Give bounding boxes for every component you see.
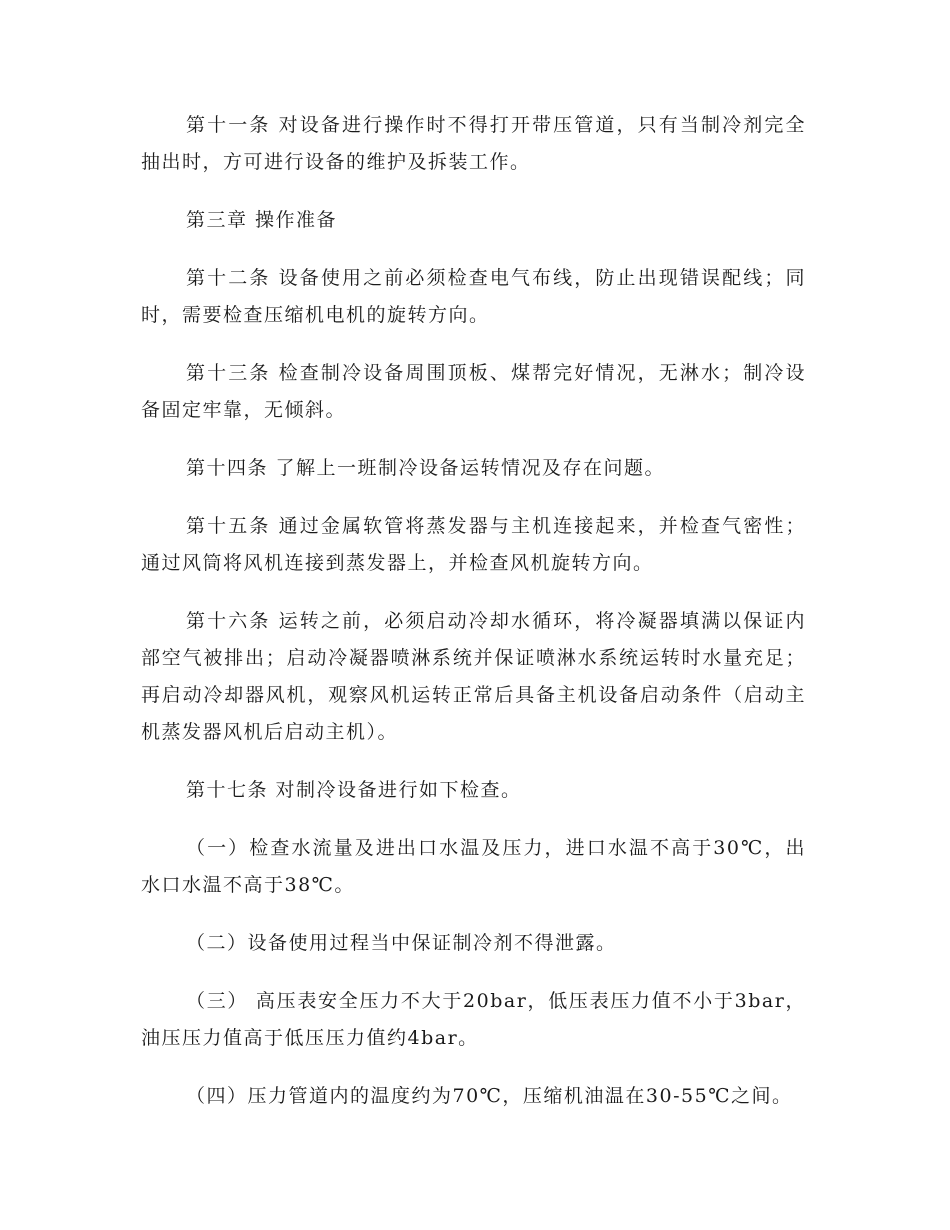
check-item-2: （二）设备使用过程当中保证制冷剂不得泄露。 [186, 932, 617, 954]
article-16-paragraph: 第十六条 运转之前，必须启动冷却水循环，将冷凝器填满以保证内部空气被排出；启动冷凝器喷淋系统并保证喷淋水系统运转时水量充足；再启动冷却器风机，观察风机运转正常后具备主机设备启动条件（启动主机蒸发器风机后启动主机）。 [141, 610, 806, 743]
document-body [141, 107, 806, 1136]
article-11-paragraph: 第十一条 对设备进行操作时不得打开带压管道，只有当制冷剂完全抽出时，方可进行设备的维护及拆装工作。 [141, 114, 806, 173]
chapter-3-heading: 第三章 操作准备 [186, 209, 338, 231]
article-13-paragraph: 第十三条 检查制冷设备周围顶板、煤帮完好情况，无淋水；制冷设备固定牢靠，无倾斜。 [141, 362, 806, 421]
check-item-3: （三） 高压表安全压力不大于20bar，低压表压力值不小于3bar，油压压力值高于低压压力值约4bar。 [141, 990, 806, 1049]
article-15-paragraph: 第十五条 通过金属软管将蒸发器与主机连接起来，并检查气密性；通过风筒将风机连接到蒸发器上，并检查风机旋转方向。 [141, 515, 806, 574]
article-17-paragraph: 第十七条 对制冷设备进行如下检查。 [186, 779, 522, 801]
article-12-paragraph: 第十二条 设备使用之前必须检查电气布线，防止出现错误配线；同时，需要检查压缩机电机的旋转方向。 [141, 267, 806, 326]
check-item-4: （四）压力管道内的温度约为70℃，压缩机油温在30-55℃之间。 [186, 1085, 793, 1107]
check-item-1: （一）检查水流量及进出口水温及压力，进口水温不高于30℃，出水口水温不高于38℃。 [141, 837, 806, 896]
article-14-paragraph: 第十四条 了解上一班制冷设备运转情况及存在问题。 [186, 457, 666, 479]
